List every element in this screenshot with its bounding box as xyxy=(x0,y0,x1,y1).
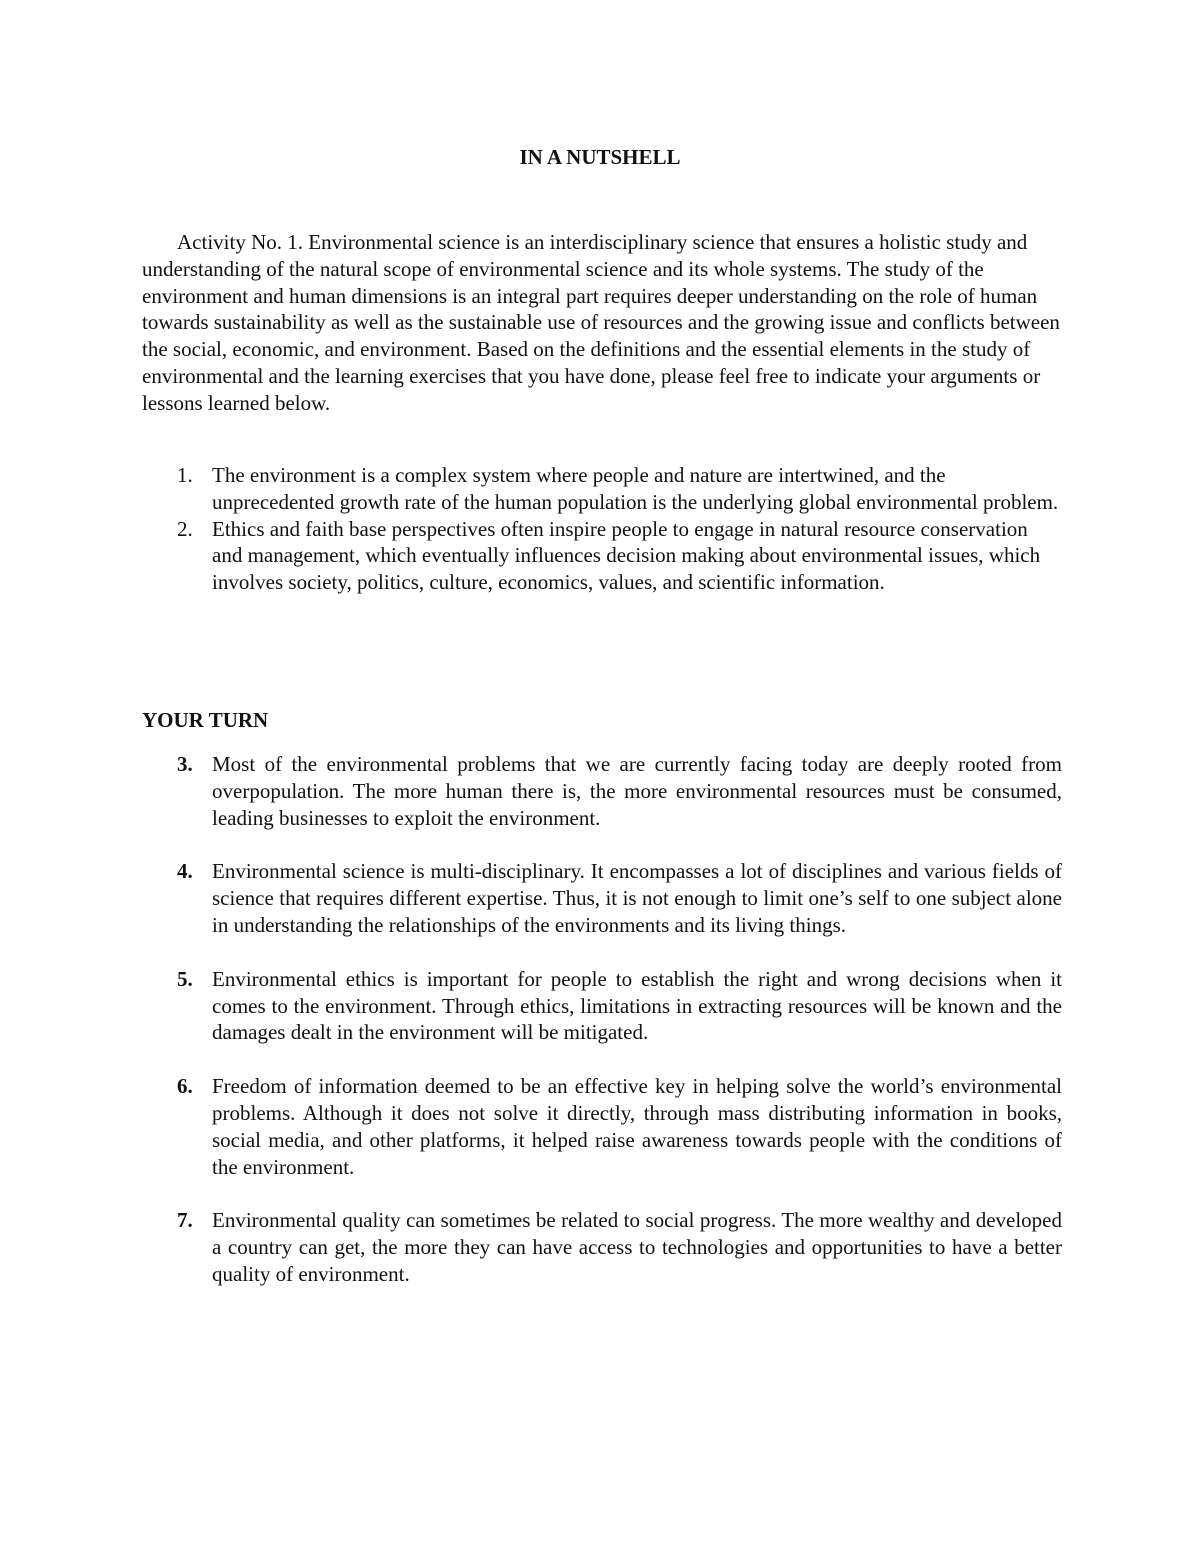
list-item xyxy=(142,462,1062,516)
list-item-number: 7. xyxy=(177,1208,193,1233)
list-item-text: Most of the environmental problems that we are currently facing today are deeply rooted from overpopulation. The more human there is, the more environmental resources must be consumed, leading businesses to exploit the environment. xyxy=(212,752,1062,830)
list-item-number: 2. xyxy=(177,516,193,541)
activity-intro-paragraph: Activity No. 1. Environmental science is an interdisciplinary science that ensures a holistic study and understanding of the natural scope of environmental science and its whole systems. The study of the environment and human dimensions is an integral part requires deeper understanding on the role of human towards sustainability as well as the sustainable use of resources and the growing issue and conflicts between the social, economic, and environment. Based on the definitions and the essential elements in the study of environmental and the learning exercises that you have done, please feel free to indicate your arguments or lessons learned below. xyxy=(142,230,1060,415)
list-item-text: Environmental ethics is important for people to establish the right and wrong decisions when it comes to the environment. Through ethics, limitations in extracting resources will be known and the damages dealt in the environment will be mitigated. xyxy=(212,966,1062,1045)
list-item-text: Ethics and faith base perspectives often inspire people to engage in natural resource conservation and management, which eventually influences decision making about environmental issues, which involves society, politics, culture, economics, values, and scientific information. xyxy=(212,516,1041,595)
your-turn-heading: YOUR TURN xyxy=(142,708,269,732)
list-item-text: The environment is a complex system where people and nature are intertwined, and the unprecedented growth rate of the human population is the underlying global environmental problem. xyxy=(212,463,1059,514)
list-item xyxy=(142,858,1062,938)
list-item-text: Freedom of information deemed to be an effective key in helping solve the world’s environmental problems. Although it does not solve it directly, through mass distributing information in books, social media, and other platforms, it helped raise awareness towards people with the conditions of the environment. xyxy=(212,1074,1062,1179)
list-item xyxy=(142,751,1062,831)
your-turn-answers-list xyxy=(142,751,1062,1315)
example-lessons-list xyxy=(142,462,1062,596)
list-item-number: 3. xyxy=(177,752,193,776)
list-item-text: Environmental quality can sometimes be related to social progress. The more wealthy and developed a country can get, the more they can have access to technologies and opportunities to have a better quality of environment. xyxy=(212,1208,1062,1286)
list-item-number: 5. xyxy=(177,966,193,991)
document-title: IN A NUTSHELL xyxy=(519,145,681,169)
list-item-number: 4. xyxy=(177,859,193,884)
list-item-number: 1. xyxy=(177,463,193,487)
list-item xyxy=(142,516,1062,596)
list-item xyxy=(142,966,1062,1046)
list-item-number: 6. xyxy=(177,1074,193,1099)
list-item xyxy=(142,1207,1062,1287)
list-item-text: Environmental science is multi-disciplinary. It encompasses a lot of disciplines and various fields of science that requires different expertise. Thus, it is not enough to limit one’s self to one subject alone in understanding the relationships of the environments and its living things. xyxy=(212,859,1062,937)
list-item xyxy=(142,1073,1062,1180)
